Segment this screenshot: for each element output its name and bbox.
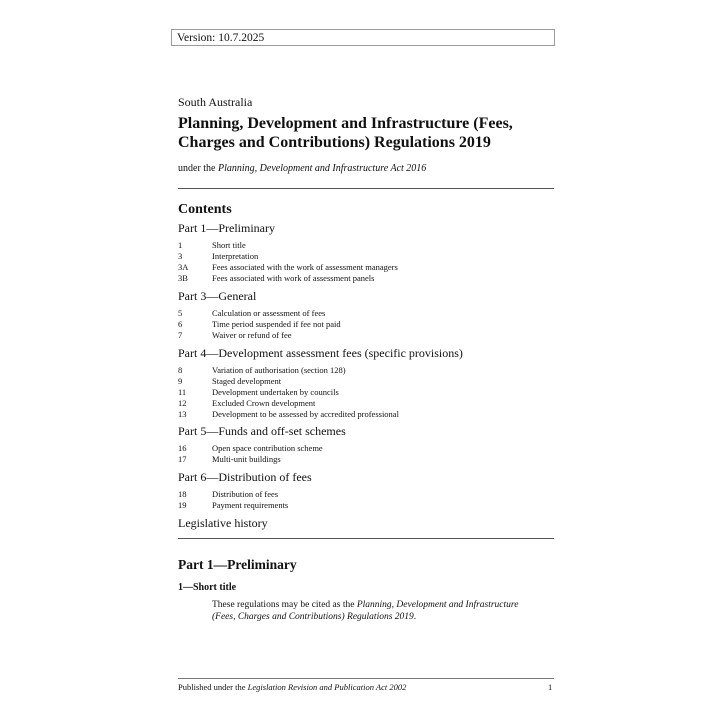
toc-item[interactable]: 11 Development undertaken by councils bbox=[178, 387, 339, 397]
footer-prefix: Published under the bbox=[178, 682, 248, 692]
title-line-2: Charges and Contributions) Regulations 2019 bbox=[178, 134, 491, 151]
toc-item[interactable]: 5 Calculation or assessment of fees bbox=[178, 308, 326, 318]
part-1-heading: Part 1—Preliminary bbox=[178, 557, 297, 572]
toc-item[interactable]: 3 Interpretation bbox=[178, 251, 259, 261]
under-prefix: under the bbox=[178, 163, 218, 174]
toc-item[interactable]: 8 Variation of authorisation (section 128) bbox=[178, 365, 346, 375]
section-heading: 1—Short title bbox=[178, 582, 237, 593]
toc-item[interactable]: 7 Waiver or refund of fee bbox=[178, 330, 292, 340]
body-prefix: These regulations may be cited as the bbox=[212, 600, 357, 610]
document-title bbox=[178, 114, 558, 152]
footer-act-name: Legislation Revision and Publication Act 2002 bbox=[247, 682, 407, 692]
toc-part-heading[interactable]: Part 3—General bbox=[178, 289, 257, 303]
toc-item[interactable]: 13 Development to be assessed by accredited professional bbox=[178, 409, 399, 419]
toc-item[interactable]: 3A Fees associated with the work of assessment managers bbox=[178, 262, 398, 272]
toc-part-heading[interactable]: Part 6—Distribution of fees bbox=[178, 470, 312, 484]
page-number: 1 bbox=[548, 682, 553, 692]
title-line-1: Planning, Development and Infrastructure (Fees, bbox=[178, 115, 513, 132]
toc-item[interactable]: 16 Open space contribution scheme bbox=[178, 443, 323, 453]
divider bbox=[178, 538, 554, 539]
enabling-act-name: Planning, Development and Infrastructure Act 2016 bbox=[218, 163, 427, 174]
toc-item[interactable]: 1 Short title bbox=[178, 240, 246, 250]
body-suffix: . bbox=[413, 612, 417, 622]
toc-item[interactable]: 12 Excluded Crown development bbox=[178, 398, 316, 408]
jurisdiction: South Australia bbox=[178, 95, 253, 109]
footer-publication-note bbox=[178, 682, 406, 692]
toc-item[interactable]: 17 Multi-unit buildings bbox=[178, 454, 281, 464]
enabling-act-line bbox=[178, 163, 426, 174]
regulations-name: Planning, Development and Infrastructure (Fees, Charges and Contributions) Regulations 2019 bbox=[212, 600, 519, 622]
toc-item[interactable]: 9 Staged development bbox=[178, 376, 282, 386]
contents-heading: Contents bbox=[178, 202, 232, 217]
footer-divider bbox=[178, 678, 554, 679]
toc-item[interactable]: 18 Distribution of fees bbox=[178, 489, 279, 499]
toc-item[interactable]: 6 Time period suspended if fee not paid bbox=[178, 319, 341, 329]
toc-item[interactable]: 3B Fees associated with work of assessment panels bbox=[178, 273, 375, 283]
divider bbox=[178, 188, 554, 189]
section-body bbox=[212, 599, 542, 623]
toc-legislative-history[interactable]: Legislative history bbox=[178, 516, 268, 530]
toc-part-heading[interactable]: Part 1—Preliminary bbox=[178, 221, 275, 235]
toc-item[interactable]: 19 Payment requirements bbox=[178, 500, 289, 510]
toc-part-heading[interactable]: Part 5—Funds and off-set schemes bbox=[178, 424, 346, 438]
version-label: Version: 10.7.2025 bbox=[171, 29, 555, 46]
toc-part-heading[interactable]: Part 4—Development assessment fees (specific provisions) bbox=[178, 346, 463, 360]
